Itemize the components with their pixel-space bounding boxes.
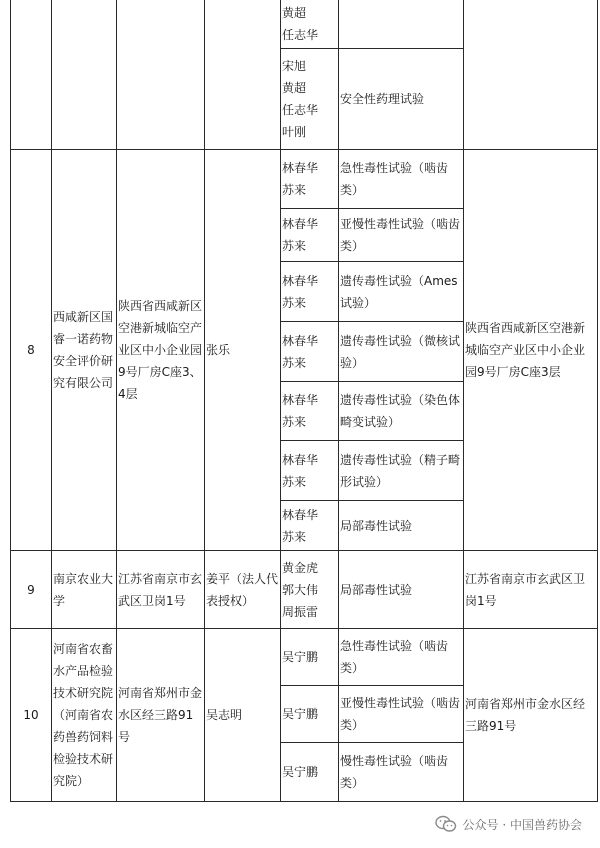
test-item-cell: 遗传毒性试验（染色体畸变试验） [339, 382, 464, 441]
footer-watermark [435, 812, 582, 836]
person-name: 吴宁鹏 [282, 765, 319, 779]
person-name: 黄超 [282, 81, 307, 95]
unit-name-cell: 西咸新区国睿一诺药物安全评价研究有限公司 [52, 150, 117, 551]
wechat-icon [435, 815, 457, 833]
person-name: 苏来 [282, 415, 307, 429]
unit-name-cell: 南京农业大学 [52, 551, 117, 629]
person-name: 林春华 [282, 507, 319, 522]
personnel-cell [281, 0, 339, 49]
personnel-cell [281, 49, 339, 150]
table-row [11, 150, 598, 209]
table-row [11, 629, 598, 686]
serial-number-cell: 10 [11, 629, 52, 802]
person-name: 林春华 [282, 333, 319, 348]
personnel-cell [281, 382, 339, 441]
test-item-cell: 慢性毒性试验（啮齿类） [339, 743, 464, 802]
contact-person-cell: 吴志明 [205, 629, 281, 802]
person-name: 叶刚 [282, 125, 307, 139]
test-address-cell: 陕西省西咸新区空港新城临空产业区中小企业园9号厂房C座3层 [464, 150, 598, 551]
test-item-cell: 遗传毒性试验（微核试验） [339, 322, 464, 382]
person-name: 苏来 [282, 295, 307, 310]
contact-person-cell: 姜平（法人代表授权） [205, 551, 281, 629]
test-address-cell: 河南省郑州市金水区经三路91号 [464, 629, 598, 802]
person-name: 林春华 [282, 217, 319, 231]
serial-number-cell [11, 0, 52, 150]
person-name: 苏来 [282, 529, 307, 544]
test-item-cell [339, 0, 464, 49]
unit-address-cell: 陕西省西咸新区空港新城临空产业区中小企业园9号厂房C座3、4层 [117, 150, 205, 551]
person-name: 苏来 [282, 183, 307, 197]
institution-table [10, 0, 598, 802]
test-item-cell: 遗传毒性试验（精子畸形试验） [339, 441, 464, 501]
unit-address-cell: 河南省郑州市金水区经三路91号 [117, 629, 205, 802]
contact-person-cell: 张乐 [205, 150, 281, 551]
test-item-cell: 安全性药理试验 [339, 49, 464, 150]
test-address-cell [464, 0, 598, 150]
person-name: 周振雷 [282, 604, 319, 619]
test-item-cell: 亚慢性毒性试验（啮齿类） [339, 209, 464, 262]
person-name: 吴宁鹏 [282, 707, 319, 721]
personnel-cell [281, 501, 339, 551]
unit-address-cell [117, 0, 205, 150]
person-name: 任志华 [282, 103, 319, 117]
personnel-cell [281, 150, 339, 209]
table-row [11, 0, 598, 49]
personnel-cell [281, 322, 339, 382]
test-item-cell: 急性毒性试验（啮齿类） [339, 629, 464, 686]
unit-name-cell [52, 0, 117, 150]
serial-number-cell: 9 [11, 551, 52, 629]
personnel-cell [281, 441, 339, 501]
personnel-cell [281, 209, 339, 262]
unit-name-cell: 河南省农畜水产品检验技术研究院（河南省农药兽药饲料检验技术研究院） [52, 629, 117, 802]
footer-text: 公众号 · 中国兽药协会 [462, 817, 582, 832]
test-item-cell: 局部毒性试验 [339, 501, 464, 551]
personnel-cell [281, 743, 339, 802]
test-address-cell: 江苏省南京市玄武区卫岗1号 [464, 551, 598, 629]
person-name: 苏来 [282, 474, 307, 489]
test-item-cell: 遗传毒性试验（Ames试验） [339, 262, 464, 322]
person-name: 任志华 [282, 27, 319, 42]
person-name: 黄金虎 [282, 560, 319, 575]
table-row [11, 551, 598, 629]
person-name: 郭大伟 [282, 582, 319, 597]
unit-address-cell: 江苏省南京市玄武区卫岗1号 [117, 551, 205, 629]
person-name: 吴宁鹏 [282, 650, 319, 664]
contact-person-cell [205, 0, 281, 150]
test-item-cell: 局部毒性试验 [339, 551, 464, 629]
person-name: 黄超 [282, 5, 307, 20]
person-name: 苏来 [282, 239, 307, 253]
person-name: 宋旭 [282, 59, 307, 73]
serial-number-cell: 8 [11, 150, 52, 551]
person-name: 林春华 [282, 393, 319, 407]
person-name: 林春华 [282, 273, 319, 288]
test-item-cell: 亚慢性毒性试验（啮齿类） [339, 686, 464, 743]
personnel-cell [281, 262, 339, 322]
person-name: 林春华 [282, 452, 319, 467]
personnel-cell [281, 629, 339, 686]
person-name: 林春华 [282, 161, 319, 175]
personnel-cell [281, 551, 339, 629]
personnel-cell [281, 686, 339, 743]
person-name: 苏来 [282, 355, 307, 370]
test-item-cell: 急性毒性试验（啮齿类） [339, 150, 464, 209]
